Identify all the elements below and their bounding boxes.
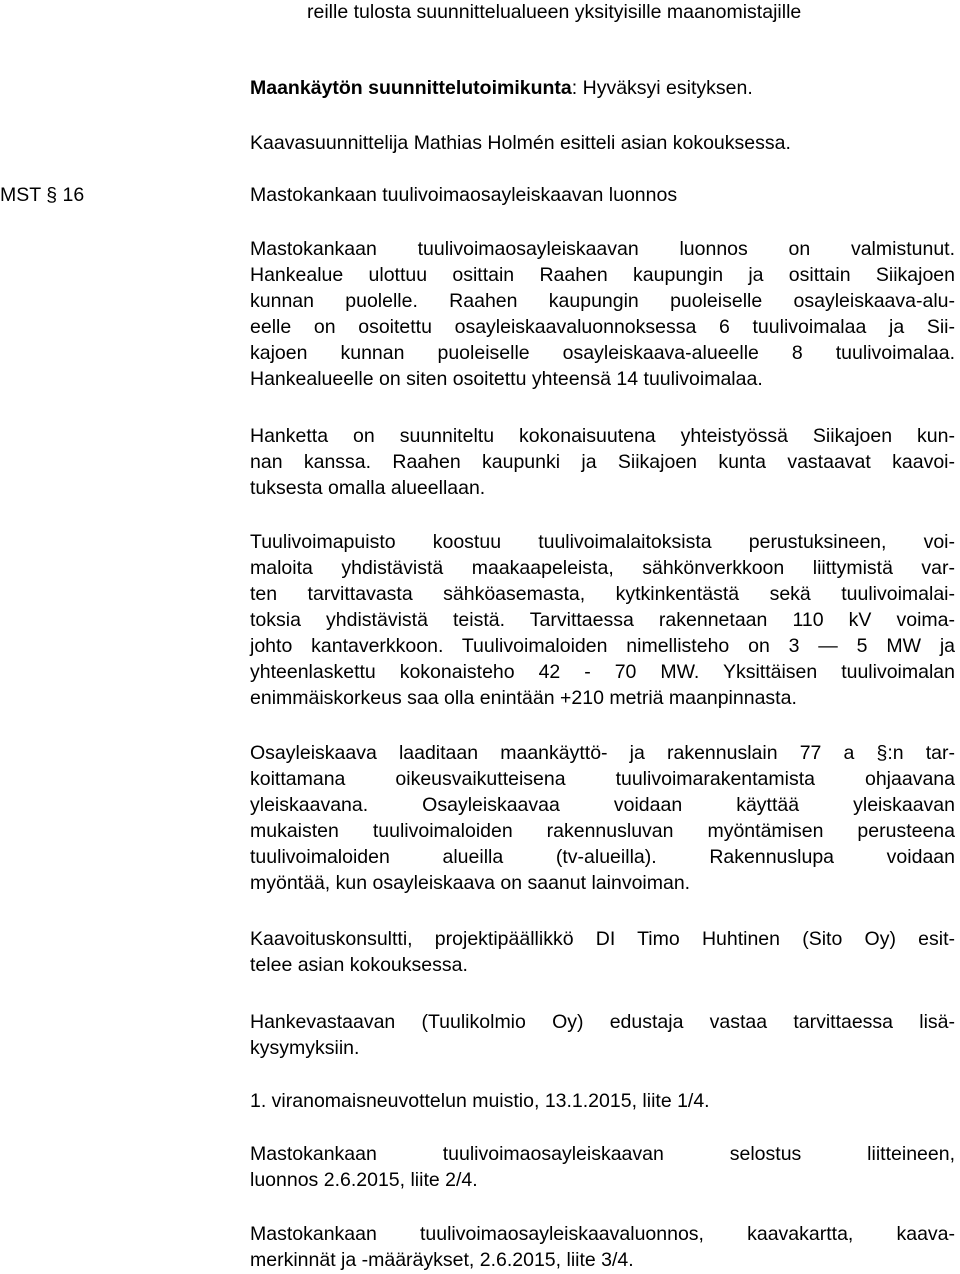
paragraph-line: myöntää, kun osayleiskaava on saanut lainvoiman.: [250, 872, 691, 894]
paragraph-line: enimmäiskorkeus saa olla enintään +210 metriä maanpinnasta.: [250, 687, 797, 709]
paragraph-line: Hanketta on suunniteltu kokonaisuutena yhteistyössä Siikajoen kun-: [250, 425, 955, 447]
attachment-line: Mastokankaan tuulivoimaosayleiskaavan selostus liitteineen,: [250, 1143, 955, 1165]
paragraph-line: mukaisten tuulivoimaloiden rakennusluvan myöntämisen perusteena: [250, 820, 955, 842]
paragraph-line: Tuulivoimapuisto koostuu tuulivoimalaitoksista perustuksineen, voi-: [250, 531, 955, 553]
decision-colon: :: [571, 77, 583, 99]
section-label: MST § 16: [0, 184, 85, 206]
paragraph-line: nan kanssa. Raahen kaupunki ja Siikajoen kunta vastaavat kaavoi-: [250, 451, 955, 473]
attachment-line: merkinnät ja -määräykset, 2.6.2015, liite 3/4.: [250, 1249, 634, 1271]
paragraph-line: ten tarvittavasta sähköasemasta, kytkinkentästä sekä tuulivoimalai-: [250, 583, 955, 605]
paragraph-line: tuksesta omalla alueellaan.: [250, 477, 486, 499]
paragraph-line: Kaavoituskonsultti, projektipäällikkö DI Timo Huhtinen (Sito Oy) esit-: [250, 928, 955, 950]
attachment-line: luonnos 2.6.2015, liite 2/4.: [250, 1169, 478, 1191]
paragraph-line: kajoen kunnan puoleiselle osayleiskaava-alueelle 8 tuulivoimalaa.: [250, 342, 955, 364]
paragraph-line: Hankevastaavan (Tuulikolmio Oy) edustaja vastaa tarvittaessa lisä-: [250, 1011, 955, 1033]
decision-text: Hyväksyi esityksen.: [582, 77, 753, 99]
paragraph-line: johto kantaverkkoon. Tuulivoimaloiden nimellisteho on 3 — 5 MW ja: [250, 635, 955, 657]
presenter-note: Kaavasuunnittelija Mathias Holmén esitteli asian kokouksessa.: [250, 132, 791, 154]
paragraph-line: maloita yhdistävistä maakaapeleista, sähkönverkkoon liittymistä var-: [250, 557, 955, 579]
decision-line: [250, 75, 955, 101]
paragraph-line: Mastokankaan tuulivoimaosayleiskaavan luonnos on valmistunut.: [250, 238, 955, 260]
paragraph-line: telee asian kokouksessa.: [250, 954, 468, 976]
paragraph-line: Hankealueelle on siten osoitettu yhteensä 14 tuulivoimalaa.: [250, 368, 763, 390]
paragraph-line: yleiskaavana. Osayleiskaavaa voidaan käyttää yleiskaavan: [250, 794, 955, 816]
section-title: Mastokankaan tuulivoimaosayleiskaavan luonnos: [250, 184, 678, 206]
paragraph-line: kysymyksiin.: [250, 1037, 360, 1059]
paragraph-line: tuulivoimaloiden alueilla (tv-alueilla). Rakennuslupa voidaan: [250, 846, 955, 868]
decision-body-name: Maankäytön suunnittelutoimikunta: [250, 77, 572, 99]
paragraph-line: yhteenlaskettu kokonaisteho 42 - 70 MW. Yksittäisen tuulivoimalan: [250, 661, 955, 683]
attachment-line: 1. viranomaisneuvottelun muistio, 13.1.2015, liite 1/4.: [250, 1090, 710, 1112]
paragraph-line: Osayleiskaava laaditaan maankäyttö- ja rakennuslain 77 a §:n tar-: [250, 742, 955, 764]
attachment-line: Mastokankaan tuulivoimaosayleiskaavaluonnos, kaavakartta, kaava-: [250, 1223, 955, 1245]
paragraph-line: kunnan puolelle. Raahen kaupungin puoleiselle osayleiskaava-alu-: [250, 290, 955, 312]
paragraph-line: koittamana oikeusvaikutteisena tuulivoimarakentamista ohjaavana: [250, 768, 955, 790]
continuation-line: reille tulosta suunnittelualueen yksityisille maanomistajille: [307, 1, 802, 23]
paragraph-line: Hankealue ulottuu osittain Raahen kaupungin ja osittain Siikajoen: [250, 264, 955, 286]
paragraph-line: eelle on osoitettu osayleiskaavaluonnoksessa 6 tuulivoimalaa ja Sii-: [250, 316, 955, 338]
paragraph-line: toksia yhdistävistä teistä. Tarvittaessa rakennetaan 110 kV voima-: [250, 609, 955, 631]
